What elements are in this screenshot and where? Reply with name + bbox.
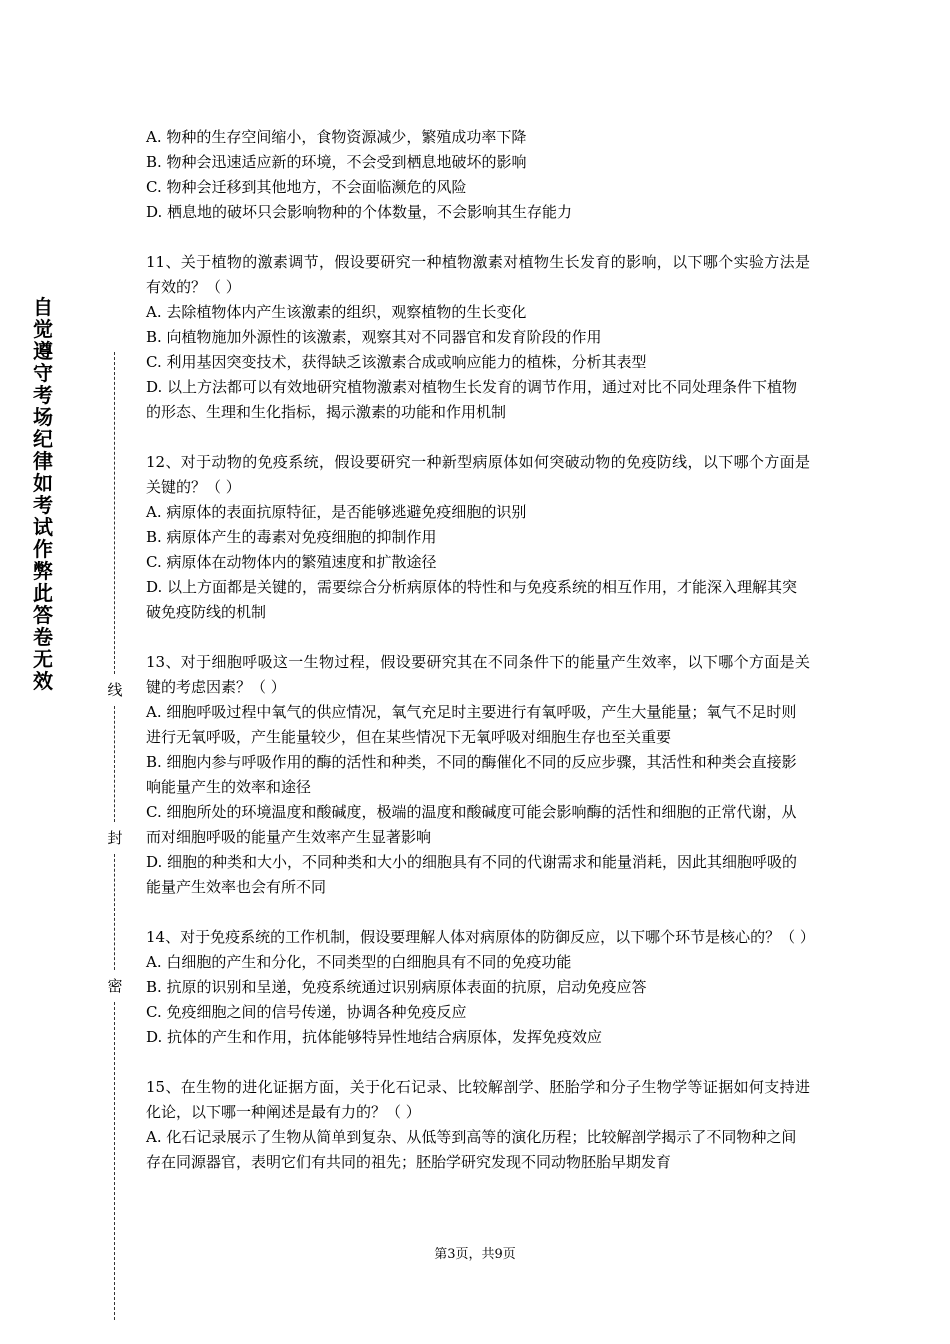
question-11 <box>146 250 810 425</box>
question-14 <box>146 925 815 1050</box>
binding-label-secret: 密 <box>107 977 123 995</box>
option-d: D. 以上方法都可以有效地研究植物激素对植物生长发育的调节作用，通过对比不同处理条件下植物的形态、生理和生化指标，揭示激素的功能和作用机制 <box>146 378 798 421</box>
binding-dashed-line-2 <box>114 706 115 822</box>
question-content <box>146 125 815 1175</box>
option-line: A. 物种的生存空间缩小，食物资源减少，繁殖成功率下降 <box>146 128 527 146</box>
question-stem: 12、对于动物的免疫系统，假设要研究一种新型病原体如何突破动物的免疫防线，以下哪个方面是关键的？（ ） <box>146 453 810 496</box>
question-stem: 11、关于植物的激素调节，假设要研究一种植物激素对植物生长发育的影响，以下哪个实验方法是有效的？（ ） <box>146 253 810 296</box>
page-number: 第3页，共9页 <box>434 1247 516 1262</box>
question-12 <box>146 450 810 625</box>
option-c: C. 病原体在动物体内的繁殖速度和扩散途径 <box>146 553 437 571</box>
option-a: A. 去除植物体内产生该激素的组织，观察植物的生长变化 <box>146 303 527 321</box>
question-stem: 15、在生物的进化证据方面，关于化石记录、比较解剖学、胚胎学和分子生物学等证据如何支持进化论，以下哪一种阐述是最有力的？（ ） <box>146 1078 810 1121</box>
option-b: B. 抗原的识别和呈递，免疫系统通过识别病原体表面的抗原，启动免疫应答 <box>146 978 647 996</box>
binding-dashed-line-1 <box>114 352 115 674</box>
previous-question-options <box>146 125 810 225</box>
option-d: D. 以上方面都是关键的，需要综合分析病原体的特性和与免疫系统的相互作用，才能深入理解其突破免疫防线的机制 <box>146 578 798 621</box>
option-d: D. 细胞的种类和大小，不同种类和大小的细胞具有不同的代谢需求和能量消耗，因此其细胞呼吸的能量产生效率也会有所不同 <box>146 853 798 896</box>
question-stem: 13、对于细胞呼吸这一生物过程，假设要研究其在不同条件下的能量产生效率，以下哪个方面是关键的考虑因素？（ ） <box>146 653 810 696</box>
question-15 <box>146 1075 810 1175</box>
option-a: A. 化石记录展示了生物从简单到复杂、从低等到高等的演化历程；比较解剖学揭示了不同物种之间存在同源器官，表明它们有共同的祖先；胚胎学研究发现不同动物胚胎早期发育 <box>146 1128 797 1171</box>
option-d: D. 抗体的产生和作用，抗体能够特异性地结合病原体，发挥免疫效应 <box>146 1028 603 1046</box>
option-b: B. 病原体产生的毒素对免疫细胞的抑制作用 <box>146 528 437 546</box>
option-line: B. 物种会迅速适应新的环境，不会受到栖息地破坏的影响 <box>146 153 527 171</box>
binding-dashed-line-3 <box>114 854 115 970</box>
binding-label-seal: 封 <box>107 829 123 847</box>
question-13 <box>146 650 810 900</box>
option-c: C. 细胞所处的环境温度和酸碱度，极端的温度和酸碱度可能会影响酶的活性和细胞的正常代谢，从而对细胞呼吸的能量产生效率产生显著影响 <box>146 803 797 846</box>
option-a: A. 细胞呼吸过程中氧气的供应情况，氧气充足时主要进行有氧呼吸，产生大量能量；氧气不足时则进行无氧呼吸，产生能量较少，但在某些情况下无氧呼吸对细胞生存也至关重要 <box>146 703 797 746</box>
option-c: C. 免疫细胞之间的信号传递，协调各种免疫反应 <box>146 1003 467 1021</box>
exam-discipline-notice: 自觉遵守考场纪律如考试作弊此答卷无效 <box>33 295 53 693</box>
option-c: C. 利用基因突变技术，获得缺乏该激素合成或响应能力的植株，分析其表型 <box>146 353 647 371</box>
binding-label-line: 线 <box>107 681 123 699</box>
option-b: B. 细胞内参与呼吸作用的酶的活性和种类，不同的酶催化不同的反应步骤，其活性和种类会直接影响能量产生的效率和途径 <box>146 753 797 796</box>
binding-dashed-line-4 <box>114 1002 115 1320</box>
option-line: D. 栖息地的破坏只会影响物种的个体数量，不会影响其生存能力 <box>146 203 573 221</box>
option-a: A. 病原体的表面抗原特征，是否能够逃避免疫细胞的识别 <box>146 503 527 521</box>
option-a: A. 白细胞的产生和分化，不同类型的白细胞具有不同的免疫功能 <box>146 953 572 971</box>
option-line: C. 物种会迁移到其他地方，不会面临濒危的风险 <box>146 178 467 196</box>
option-b: B. 向植物施加外源性的该激素，观察其对不同器官和发育阶段的作用 <box>146 328 602 346</box>
question-stem: 14、对于免疫系统的工作机制，假设要理解人体对病原体的防御反应，以下哪个环节是核心的？（ ） <box>146 928 815 946</box>
